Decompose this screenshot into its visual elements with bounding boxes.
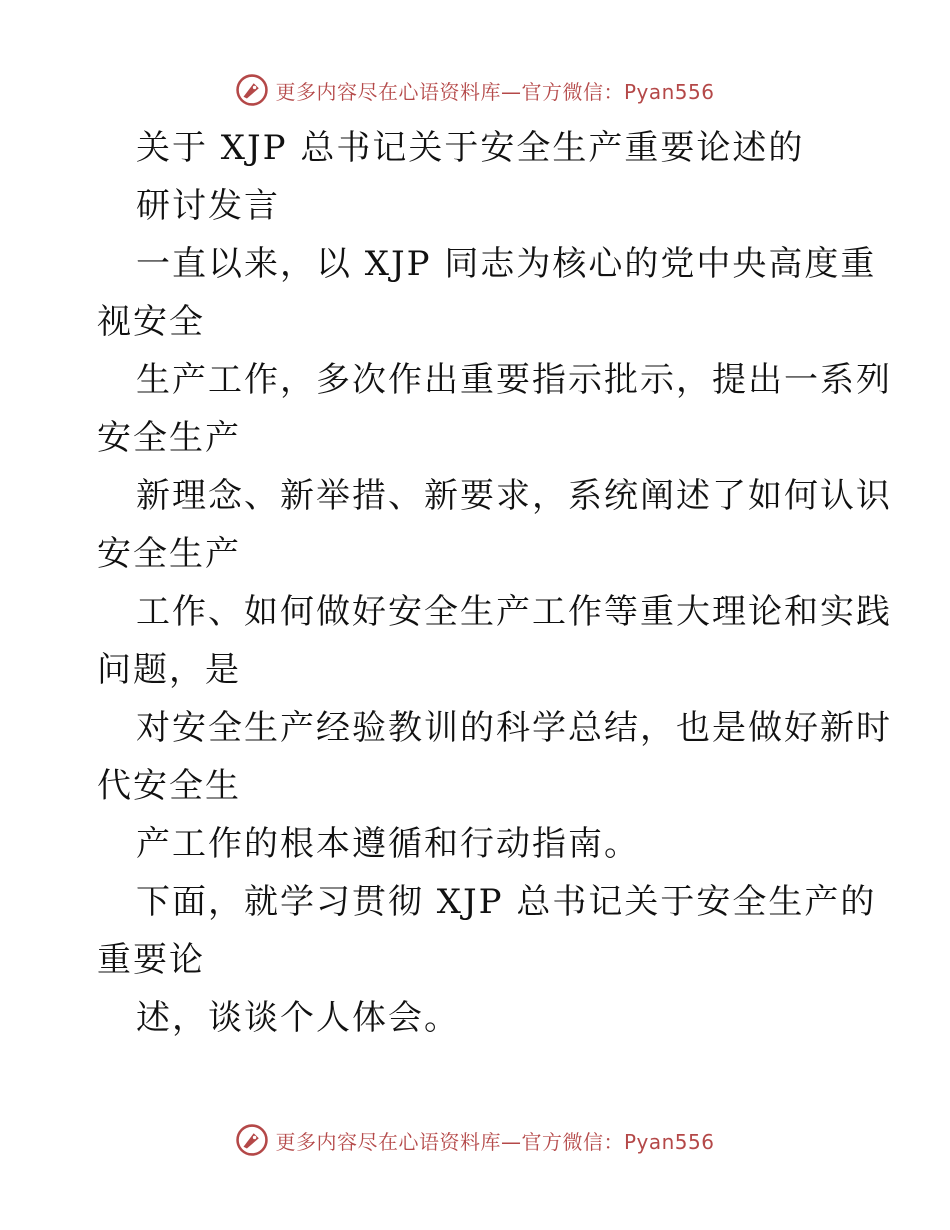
paragraph-line: 代安全生 [97,766,241,806]
header-banner [0,72,950,108]
footer-banner-text: 更多内容尽在心语资料库—官方微信：Pyan556 [275,1129,715,1154]
paragraph-line: 工作、如何做好安全生产工作等重大理论和实践 [136,592,892,632]
paragraph-line: 新理念、新举措、新要求，系统阐述了如何认识 [136,476,892,516]
paragraph-line: 安全生产 [97,534,241,574]
paragraph-line: 对安全生产经验教训的科学总结，也是做好新时 [136,708,892,748]
paragraph-line: 重要论 [97,940,205,980]
header-banner-text: 更多内容尽在心语资料库—官方微信：Pyan556 [275,79,715,104]
pen-nib-logo-icon [235,73,269,107]
paragraph-line: 问题，是 [97,650,241,690]
paragraph-line: 产工作的根本遵循和行动指南。 [136,824,640,864]
pen-nib-logo-icon [235,1123,269,1157]
paragraph-line: 视安全 [97,302,205,342]
paragraph-line: 述，谈谈个人体会。 [136,998,460,1038]
paragraph-line: 下面，就学习贯彻 XJP 总书记关于安全生产的 [136,882,877,922]
paragraph-line: 生产工作，多次作出重要指示批示，提出一系列 [136,360,892,400]
footer-banner [0,1122,950,1158]
title-line-2: 研讨发言 [136,186,280,226]
title-line-1: 关于 XJP 总书记关于安全生产重要论述的 [136,128,805,168]
paragraph-line: 一直以来，以 XJP 同志为核心的党中央高度重 [136,244,877,284]
paragraph-line: 安全生产 [97,418,241,458]
